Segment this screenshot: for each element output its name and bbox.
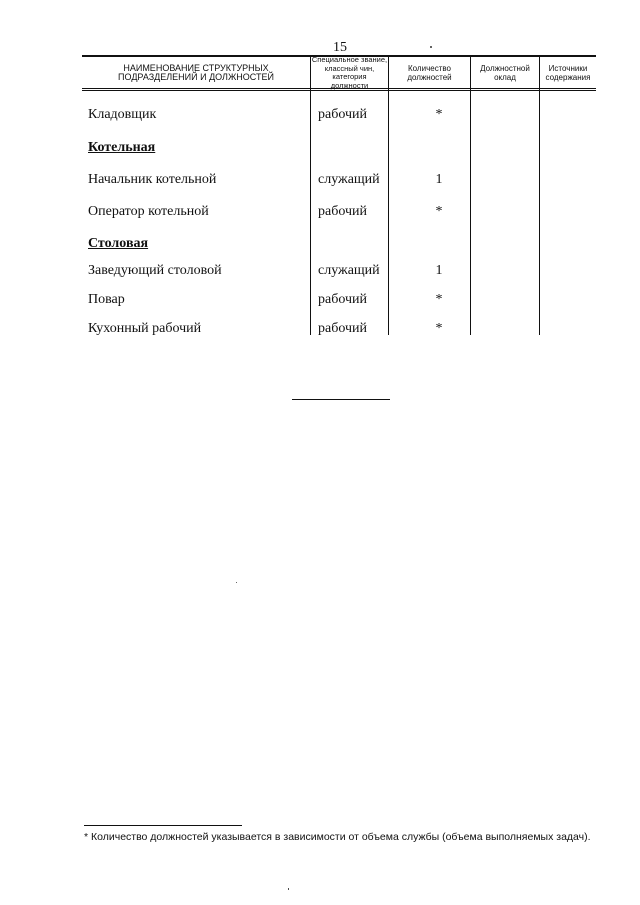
position-name: Кладовщик — [88, 107, 157, 122]
position-category: служащий — [318, 172, 380, 187]
column-divider — [388, 55, 389, 335]
header-funding-source: Источники содержания — [545, 63, 591, 82]
section-heading: Котельная — [88, 140, 156, 155]
position-count: * — [435, 292, 443, 307]
scan-speck — [430, 46, 432, 48]
scan-speck — [236, 582, 237, 583]
scan-speck — [288, 888, 289, 890]
header-count: Количество должностей — [407, 63, 452, 82]
position-name: Оператор котельной — [88, 204, 209, 219]
position-count: * — [435, 321, 443, 336]
column-divider — [470, 55, 471, 335]
position-name: Заведующий столовой — [88, 263, 222, 278]
column-divider — [310, 55, 311, 335]
header-position-name: НАИМЕНОВАНИЕ СТРУКТУРНЫХ ПОДРАЗДЕЛЕНИЙ И ДОЛЖНОСТЕЙ — [118, 62, 274, 82]
position-count: 1 — [435, 263, 443, 278]
footnote-rule — [84, 825, 242, 826]
position-count: * — [435, 204, 443, 219]
staff-table — [82, 55, 596, 335]
footnote: * Количество должностей указывается в зависимости от объема службы (объема выполняемых задач). — [84, 831, 591, 843]
header-salary: Должностной оклад — [480, 63, 530, 82]
position-count: 1 — [435, 172, 443, 187]
header-bottom-rule-2 — [82, 90, 596, 91]
position-category: рабочий — [318, 292, 367, 307]
position-name: Повар — [88, 292, 125, 307]
position-name: Кухонный рабочий — [88, 321, 202, 336]
page-number: 15 — [333, 40, 347, 55]
position-name: Начальник котельной — [88, 172, 217, 187]
end-of-table-rule — [292, 399, 390, 400]
column-divider — [539, 55, 540, 335]
position-category: рабочий — [318, 107, 367, 122]
position-category: рабочий — [318, 204, 367, 219]
position-category: рабочий — [318, 321, 367, 336]
header-category: Специальное звание, классный чин, категория должности — [311, 55, 388, 90]
section-heading: Столовая — [88, 236, 149, 251]
position-count: * — [435, 107, 443, 122]
position-category: служащий — [318, 263, 380, 278]
